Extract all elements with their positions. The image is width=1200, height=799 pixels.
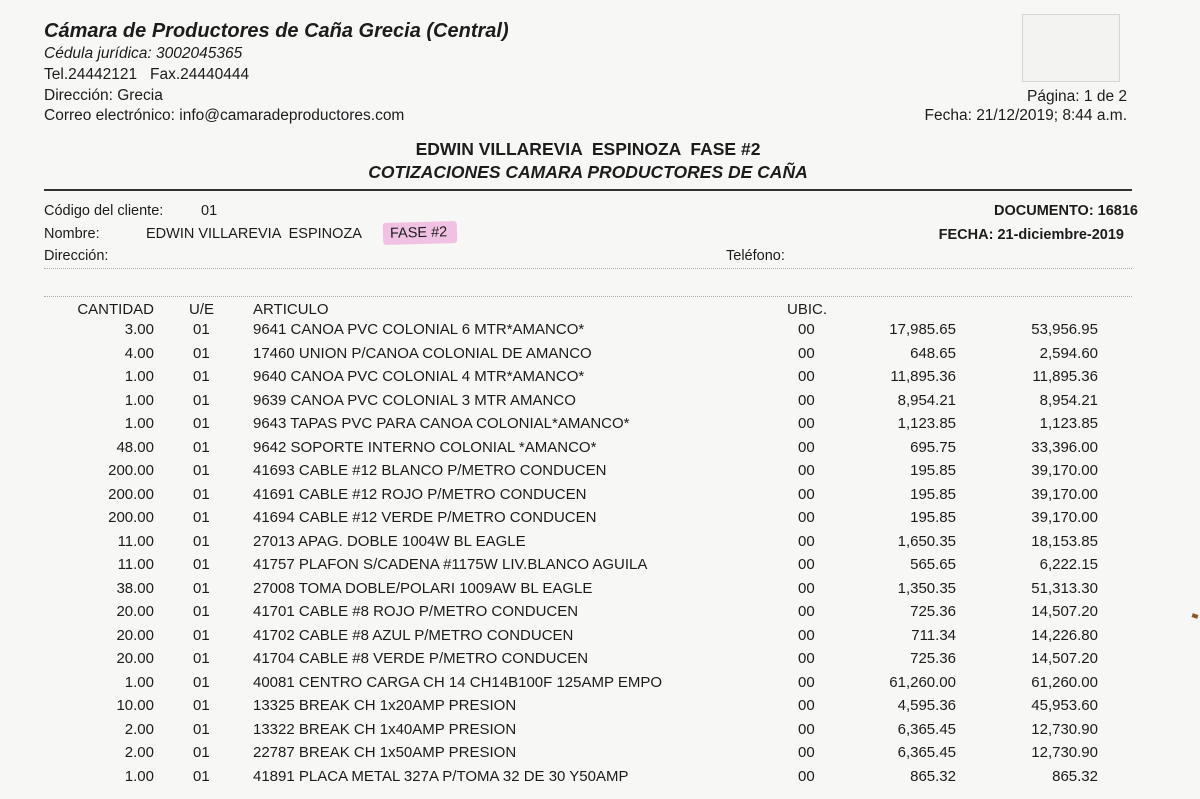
company-cedula: Cédula jurídica: 3002045365 — [44, 45, 243, 62]
cell-unit-price: 648.65 — [910, 344, 956, 362]
cell-unit: 01 — [193, 697, 210, 714]
cell-unit-price: 11,895.36 — [890, 368, 956, 385]
cell-quantity: 1.00 — [124, 767, 154, 785]
cell-unit-price: 4,595.36 — [897, 697, 956, 714]
cell-quantity: 2.00 — [124, 744, 154, 761]
cell-unit-price: 195.85 — [910, 485, 956, 503]
cell-total: 14,507.20 — [1031, 650, 1098, 667]
cell-location: 00 — [798, 556, 815, 573]
cell-unit-price: 865.32 — [910, 767, 956, 785]
cell-unit-price: 725.36 — [910, 650, 956, 667]
cell-total: 12,730.90 — [1031, 720, 1098, 738]
dotted-divider — [44, 296, 1132, 297]
cell-quantity: 20.00 — [116, 650, 154, 667]
cell-total: 39,170.00 — [1031, 485, 1098, 503]
page-number: Página: 1 de 2 — [1027, 88, 1127, 105]
cell-article: 9643 TAPAS PVC PARA CANOA COLONIAL*AMANCO* — [253, 415, 630, 432]
cell-total: 18,153.85 — [1031, 532, 1098, 550]
company-name: Cámara de Productores de Caña Grecia (Central) — [44, 20, 509, 42]
cell-location: 00 — [798, 697, 815, 714]
table-row — [0, 768, 1200, 792]
cell-unit: 01 — [193, 532, 210, 550]
cell-location: 00 — [798, 415, 815, 432]
cell-unit-price: 195.85 — [910, 509, 956, 526]
stamp-box — [1022, 14, 1120, 82]
cell-quantity: 11.00 — [117, 556, 154, 573]
cell-total: 1,123.85 — [1039, 415, 1098, 432]
cell-unit-price: 1,650.35 — [897, 532, 956, 550]
cell-location: 00 — [798, 626, 815, 644]
cell-quantity: 1.00 — [124, 391, 154, 409]
cell-unit: 01 — [193, 438, 210, 456]
cell-unit: 01 — [193, 462, 210, 479]
cell-total: 11,895.36 — [1032, 368, 1098, 385]
cell-total: 6,222.15 — [1039, 556, 1098, 573]
header-divider — [44, 189, 1132, 191]
cell-quantity: 10.00 — [116, 697, 154, 714]
client-name-value: EDWIN VILLAREVIA ESPINOZA — [146, 226, 362, 242]
cell-location: 00 — [798, 438, 815, 456]
column-header-ubic: UBIC. — [787, 301, 828, 318]
cell-location: 00 — [798, 462, 815, 479]
cell-article: 22787 BREAK CH 1x50AMP PRESION — [253, 744, 517, 761]
table-row — [0, 533, 1200, 557]
document-title: COTIZACIONES CAMARA PRODUCTORES DE CAÑA — [368, 162, 808, 182]
cell-unit: 01 — [193, 744, 210, 761]
cell-article: 41704 CABLE #8 VERDE P/METRO CONDUCEN — [253, 650, 589, 667]
cell-unit: 01 — [193, 579, 210, 597]
column-header-qty: CANTIDAD — [77, 301, 154, 318]
document-date: FECHA: 21-diciembre-2019 — [938, 227, 1124, 243]
cell-article: 41693 CABLE #12 BLANCO P/METRO CONDUCEN — [253, 462, 607, 479]
cell-total: 14,507.20 — [1031, 603, 1098, 620]
cell-quantity: 1.00 — [124, 415, 154, 432]
cell-quantity: 200.00 — [108, 485, 154, 503]
cell-unit-price: 725.36 — [910, 603, 956, 620]
cell-article: 9642 SOPORTE INTERNO COLONIAL *AMANCO* — [253, 438, 597, 456]
table-row — [0, 697, 1200, 721]
cell-article: 27013 APAG. DOBLE 1004W BL EAGLE — [253, 532, 526, 550]
cell-total: 51,313.30 — [1031, 579, 1098, 597]
cell-unit: 01 — [193, 767, 210, 785]
cell-unit-price: 695.75 — [910, 438, 956, 456]
cell-total: 61,260.00 — [1031, 673, 1098, 691]
cell-total: 12,730.90 — [1031, 744, 1098, 761]
cell-unit: 01 — [193, 650, 210, 667]
cell-unit-price: 1,350.35 — [897, 579, 956, 597]
table-row — [0, 509, 1200, 533]
cell-unit: 01 — [193, 415, 210, 432]
cell-location: 00 — [798, 321, 815, 338]
cell-quantity: 48.00 — [116, 438, 154, 456]
cell-location: 00 — [798, 485, 815, 503]
cell-unit: 01 — [193, 485, 210, 503]
document-number: DOCUMENTO: 16816 — [994, 203, 1138, 219]
cell-total: 45,953.60 — [1031, 697, 1098, 714]
cell-location: 00 — [798, 603, 815, 620]
client-phone-label: Teléfono: — [726, 248, 785, 264]
column-header-ue: U/E — [189, 301, 215, 318]
table-row — [0, 415, 1200, 439]
cell-unit: 01 — [193, 673, 210, 691]
column-header-article: ARTICULO — [253, 301, 329, 318]
cell-article: 9641 CANOA PVC COLONIAL 6 MTR*AMANCO* — [253, 321, 585, 338]
client-title: EDWIN VILLAREVIA ESPINOZA FASE #2 — [415, 139, 761, 159]
cell-total: 14,226.80 — [1031, 626, 1098, 644]
cell-location: 00 — [798, 368, 815, 385]
cell-article: 13325 BREAK CH 1x20AMP PRESION — [253, 697, 517, 714]
cell-total: 2,594.60 — [1039, 344, 1098, 362]
cell-location: 00 — [798, 673, 815, 691]
cell-total: 865.32 — [1052, 767, 1098, 785]
cell-quantity: 20.00 — [116, 626, 154, 644]
cell-unit-price: 565.65 — [910, 556, 956, 573]
cell-unit: 01 — [193, 344, 210, 362]
cell-quantity: 200.00 — [108, 462, 154, 479]
table-row — [0, 556, 1200, 580]
cell-unit-price: 1,123.85 — [897, 415, 956, 432]
table-row — [0, 321, 1200, 345]
cell-quantity: 11.00 — [117, 532, 154, 550]
table-row — [0, 721, 1200, 745]
cell-location: 00 — [798, 344, 815, 362]
cell-location: 00 — [798, 532, 815, 550]
cell-article: 41757 PLAFON S/CADENA #1175W LIV.BLANCO AGUILA — [253, 556, 648, 573]
client-name-label: Nombre: — [44, 226, 100, 242]
table-row — [0, 345, 1200, 369]
table-row — [0, 674, 1200, 698]
cell-unit: 01 — [193, 391, 210, 409]
client-code-value: 01 — [201, 203, 218, 219]
dotted-divider — [44, 268, 1132, 269]
cell-article: 41694 CABLE #12 VERDE P/METRO CONDUCEN — [253, 509, 597, 526]
cell-quantity: 1.00 — [124, 368, 154, 385]
cell-unit: 01 — [193, 626, 210, 644]
cell-quantity: 38.00 — [116, 579, 154, 597]
table-row — [0, 650, 1200, 674]
cell-quantity: 1.00 — [124, 673, 154, 691]
cell-article: 9640 CANOA PVC COLONIAL 4 MTR*AMANCO* — [253, 368, 585, 385]
cell-location: 00 — [798, 744, 815, 761]
cell-unit-price: 195.85 — [910, 462, 956, 479]
cell-unit-price: 6,365.45 — [897, 744, 956, 761]
cell-location: 00 — [798, 650, 815, 667]
cell-unit: 01 — [193, 603, 210, 620]
cell-unit-price: 61,260.00 — [889, 673, 956, 691]
cell-unit-price: 8,954.21 — [897, 391, 956, 409]
cell-article: 41701 CABLE #8 ROJO P/METRO CONDUCEN — [253, 603, 579, 620]
cell-article: 17460 UNION P/CANOA COLONIAL DE AMANCO — [253, 344, 592, 362]
client-phase-highlight: FASE #2 — [383, 221, 458, 245]
company-address: Dirección: Grecia — [44, 87, 163, 104]
table-row — [0, 486, 1200, 510]
table-row — [0, 603, 1200, 627]
cell-location: 00 — [798, 579, 815, 597]
cell-total: 8,954.21 — [1039, 391, 1098, 409]
cell-unit-price: 6,365.45 — [897, 720, 956, 738]
cell-unit: 01 — [193, 321, 210, 338]
cell-unit: 01 — [193, 509, 210, 526]
cell-article: 41702 CABLE #8 AZUL P/METRO CONDUCEN — [253, 626, 574, 644]
company-email: Correo electrónico: info@camaradeproductores.com — [44, 107, 405, 124]
cell-article: 9639 CANOA PVC COLONIAL 3 MTR AMANCO — [253, 391, 576, 409]
cell-article: 41691 CABLE #12 ROJO P/METRO CONDUCEN — [253, 485, 587, 503]
table-row — [0, 368, 1200, 392]
cell-total: 39,170.00 — [1031, 462, 1098, 479]
cell-unit: 01 — [193, 556, 210, 573]
cell-unit: 01 — [193, 720, 210, 738]
cell-quantity: 4.00 — [124, 344, 154, 362]
cell-location: 00 — [798, 767, 815, 785]
cell-article: 13322 BREAK CH 1x40AMP PRESION — [253, 720, 517, 738]
cell-location: 00 — [798, 391, 815, 409]
cell-total: 53,956.95 — [1031, 321, 1098, 338]
cell-unit: 01 — [193, 368, 210, 385]
client-code-label: Código del cliente: — [44, 203, 164, 219]
cell-unit-price: 711.34 — [911, 626, 956, 644]
cell-quantity: 20.00 — [116, 603, 154, 620]
cell-unit-price: 17,985.65 — [889, 321, 956, 338]
table-row — [0, 462, 1200, 486]
cell-total: 39,170.00 — [1031, 509, 1098, 526]
cell-total: 33,396.00 — [1031, 438, 1098, 456]
company-phones: Tel.24442121 Fax.24440444 — [44, 66, 250, 83]
table-row — [0, 627, 1200, 651]
print-date: Fecha: 21/12/2019; 8:44 a.m. — [924, 107, 1127, 124]
client-address-label: Dirección: — [44, 248, 109, 264]
cell-location: 00 — [798, 720, 815, 738]
table-row — [0, 439, 1200, 463]
cell-quantity: 3.00 — [124, 321, 154, 338]
cell-article: 40081 CENTRO CARGA CH 14 CH14B100F 125AMP EMPO — [253, 673, 663, 691]
table-row — [0, 392, 1200, 416]
cell-quantity: 200.00 — [108, 509, 154, 526]
table-row — [0, 580, 1200, 604]
cell-quantity: 2.00 — [124, 720, 154, 738]
table-row — [0, 744, 1200, 768]
cell-article: 41891 PLACA METAL 327A P/TOMA 32 DE 30 Y50AMP — [253, 767, 629, 785]
cell-article: 27008 TOMA DOBLE/POLARI 1009AW BL EAGLE — [253, 579, 593, 597]
cell-location: 00 — [798, 509, 815, 526]
